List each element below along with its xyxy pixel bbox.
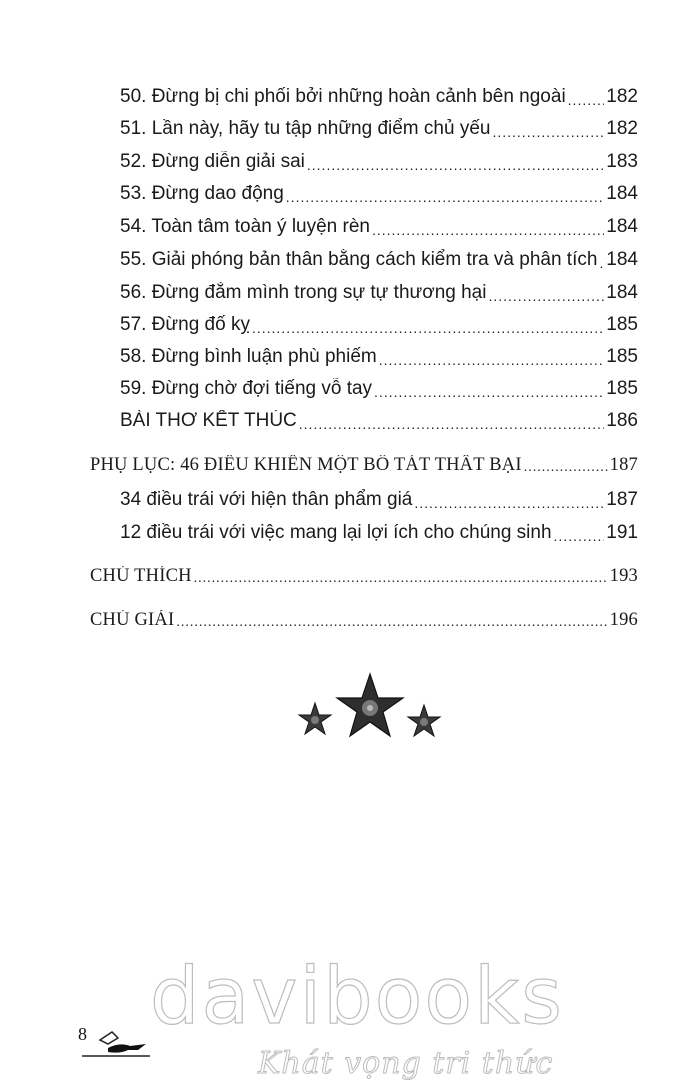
toc-entry-title: 52. Đừng diễn giải sai — [120, 151, 305, 172]
toc-entry-page: 187 — [606, 489, 638, 510]
toc-entry-page: 191 — [606, 522, 638, 543]
toc-entry-page: 184 — [606, 216, 638, 237]
toc-entry-page: 184 — [606, 282, 638, 303]
footer-emblem-icon — [78, 1022, 158, 1062]
toc-leader — [194, 571, 608, 587]
toc-entry-53[interactable] — [120, 183, 638, 205]
watermark-tagline: Khát vọng tri thức — [258, 1046, 554, 1081]
toc-leader — [414, 495, 604, 511]
toc-entry-title: BÀI THƠ KẾT THÚC — [120, 410, 297, 431]
toc-entry-title: 57. Đừng đố kỵ — [120, 314, 250, 335]
toc-glossary[interactable] — [90, 610, 638, 631]
toc-entry-59[interactable] — [120, 378, 638, 400]
toc-appendix[interactable] — [90, 455, 638, 476]
toc-entry-50[interactable] — [120, 86, 638, 108]
toc-leader — [299, 416, 605, 432]
large-star-center-icon — [337, 674, 403, 736]
toc-entry-58[interactable] — [120, 346, 638, 368]
small-star-right-icon — [408, 705, 440, 736]
toc-entry-page: 185 — [606, 378, 638, 399]
toc-leader — [488, 288, 604, 304]
toc-leader — [379, 352, 605, 368]
toc-leader — [374, 384, 604, 400]
toc-glossary-page: 196 — [609, 610, 638, 630]
toc-leader — [599, 255, 604, 271]
toc-leader — [372, 222, 604, 238]
toc-entry-title: 51. Lần này, hãy tu tập những điểm chủ yếu — [120, 118, 491, 139]
toc-leader — [492, 124, 604, 140]
toc-entry-title: 12 điều trái với việc mang lại lợi ích cho chúng sinh — [120, 522, 552, 543]
toc-appendix-item[interactable] — [120, 522, 638, 544]
toc-entry-page: 185 — [606, 314, 638, 335]
toc-leader — [568, 92, 605, 108]
toc-leader — [307, 157, 604, 173]
toc-entry-title: 59. Đừng chờ đợi tiếng vỗ tay — [120, 378, 373, 399]
toc-entry-page: 186 — [606, 410, 638, 431]
toc-entry-52[interactable] — [120, 151, 638, 173]
small-star-left-icon — [299, 703, 331, 734]
toc-entry-51[interactable] — [120, 118, 638, 140]
toc-entry-page: 182 — [606, 86, 638, 107]
toc-glossary-title: CHÚ GIẢI — [90, 610, 175, 630]
toc-entry-54[interactable] — [120, 216, 638, 238]
toc-entry-title: 54. Toàn tâm toàn ý luyện rèn — [120, 216, 370, 237]
toc-leader — [554, 528, 605, 544]
star-ornament-icon — [290, 672, 450, 752]
toc-entry-page: 184 — [606, 249, 638, 270]
toc-leader — [252, 320, 604, 336]
toc-leader — [286, 189, 605, 205]
toc-entry-page: 183 — [606, 151, 638, 172]
toc-appendix-item[interactable] — [120, 489, 638, 511]
toc-entry-title: 58. Đừng bình luận phù phiếm — [120, 346, 377, 367]
watermark-brand: davibooks — [150, 952, 564, 1042]
toc-entry-title: 53. Đừng dao động — [120, 183, 284, 204]
toc-entry-57[interactable] — [120, 314, 638, 336]
toc-notes[interactable] — [90, 566, 638, 587]
toc-entry-closing-poem[interactable] — [120, 410, 638, 432]
toc-appendix-page: 187 — [609, 455, 638, 475]
page-number: 8 — [78, 1024, 87, 1044]
toc-leader — [176, 615, 607, 631]
toc-entry-title: 55. Giải phóng bản thân bằng cách kiểm tra và phân tích — [120, 249, 598, 270]
toc-entry-page: 185 — [606, 346, 638, 367]
toc-leader — [524, 460, 608, 476]
toc-notes-title: CHÚ THÍCH — [90, 566, 192, 586]
toc-entry-page: 182 — [606, 118, 638, 139]
toc-entry-title: 56. Đừng đắm mình trong sự tự thương hại — [120, 282, 487, 303]
toc-notes-page: 193 — [609, 566, 638, 586]
toc-entry-page: 184 — [606, 183, 638, 204]
toc-entry-title: 34 điều trái với hiện thân phẩm giá — [120, 489, 413, 510]
toc-entry-56[interactable] — [120, 282, 638, 304]
toc-appendix-title: PHỤ LỤC: 46 ĐIỀU KHIẾN MỘT BỒ TÁT THẤT BẠI — [90, 455, 522, 475]
toc-entry-55[interactable] — [120, 249, 638, 271]
toc-entry-title: 50. Đừng bị chi phối bởi những hoàn cảnh bên ngoài — [120, 86, 566, 107]
